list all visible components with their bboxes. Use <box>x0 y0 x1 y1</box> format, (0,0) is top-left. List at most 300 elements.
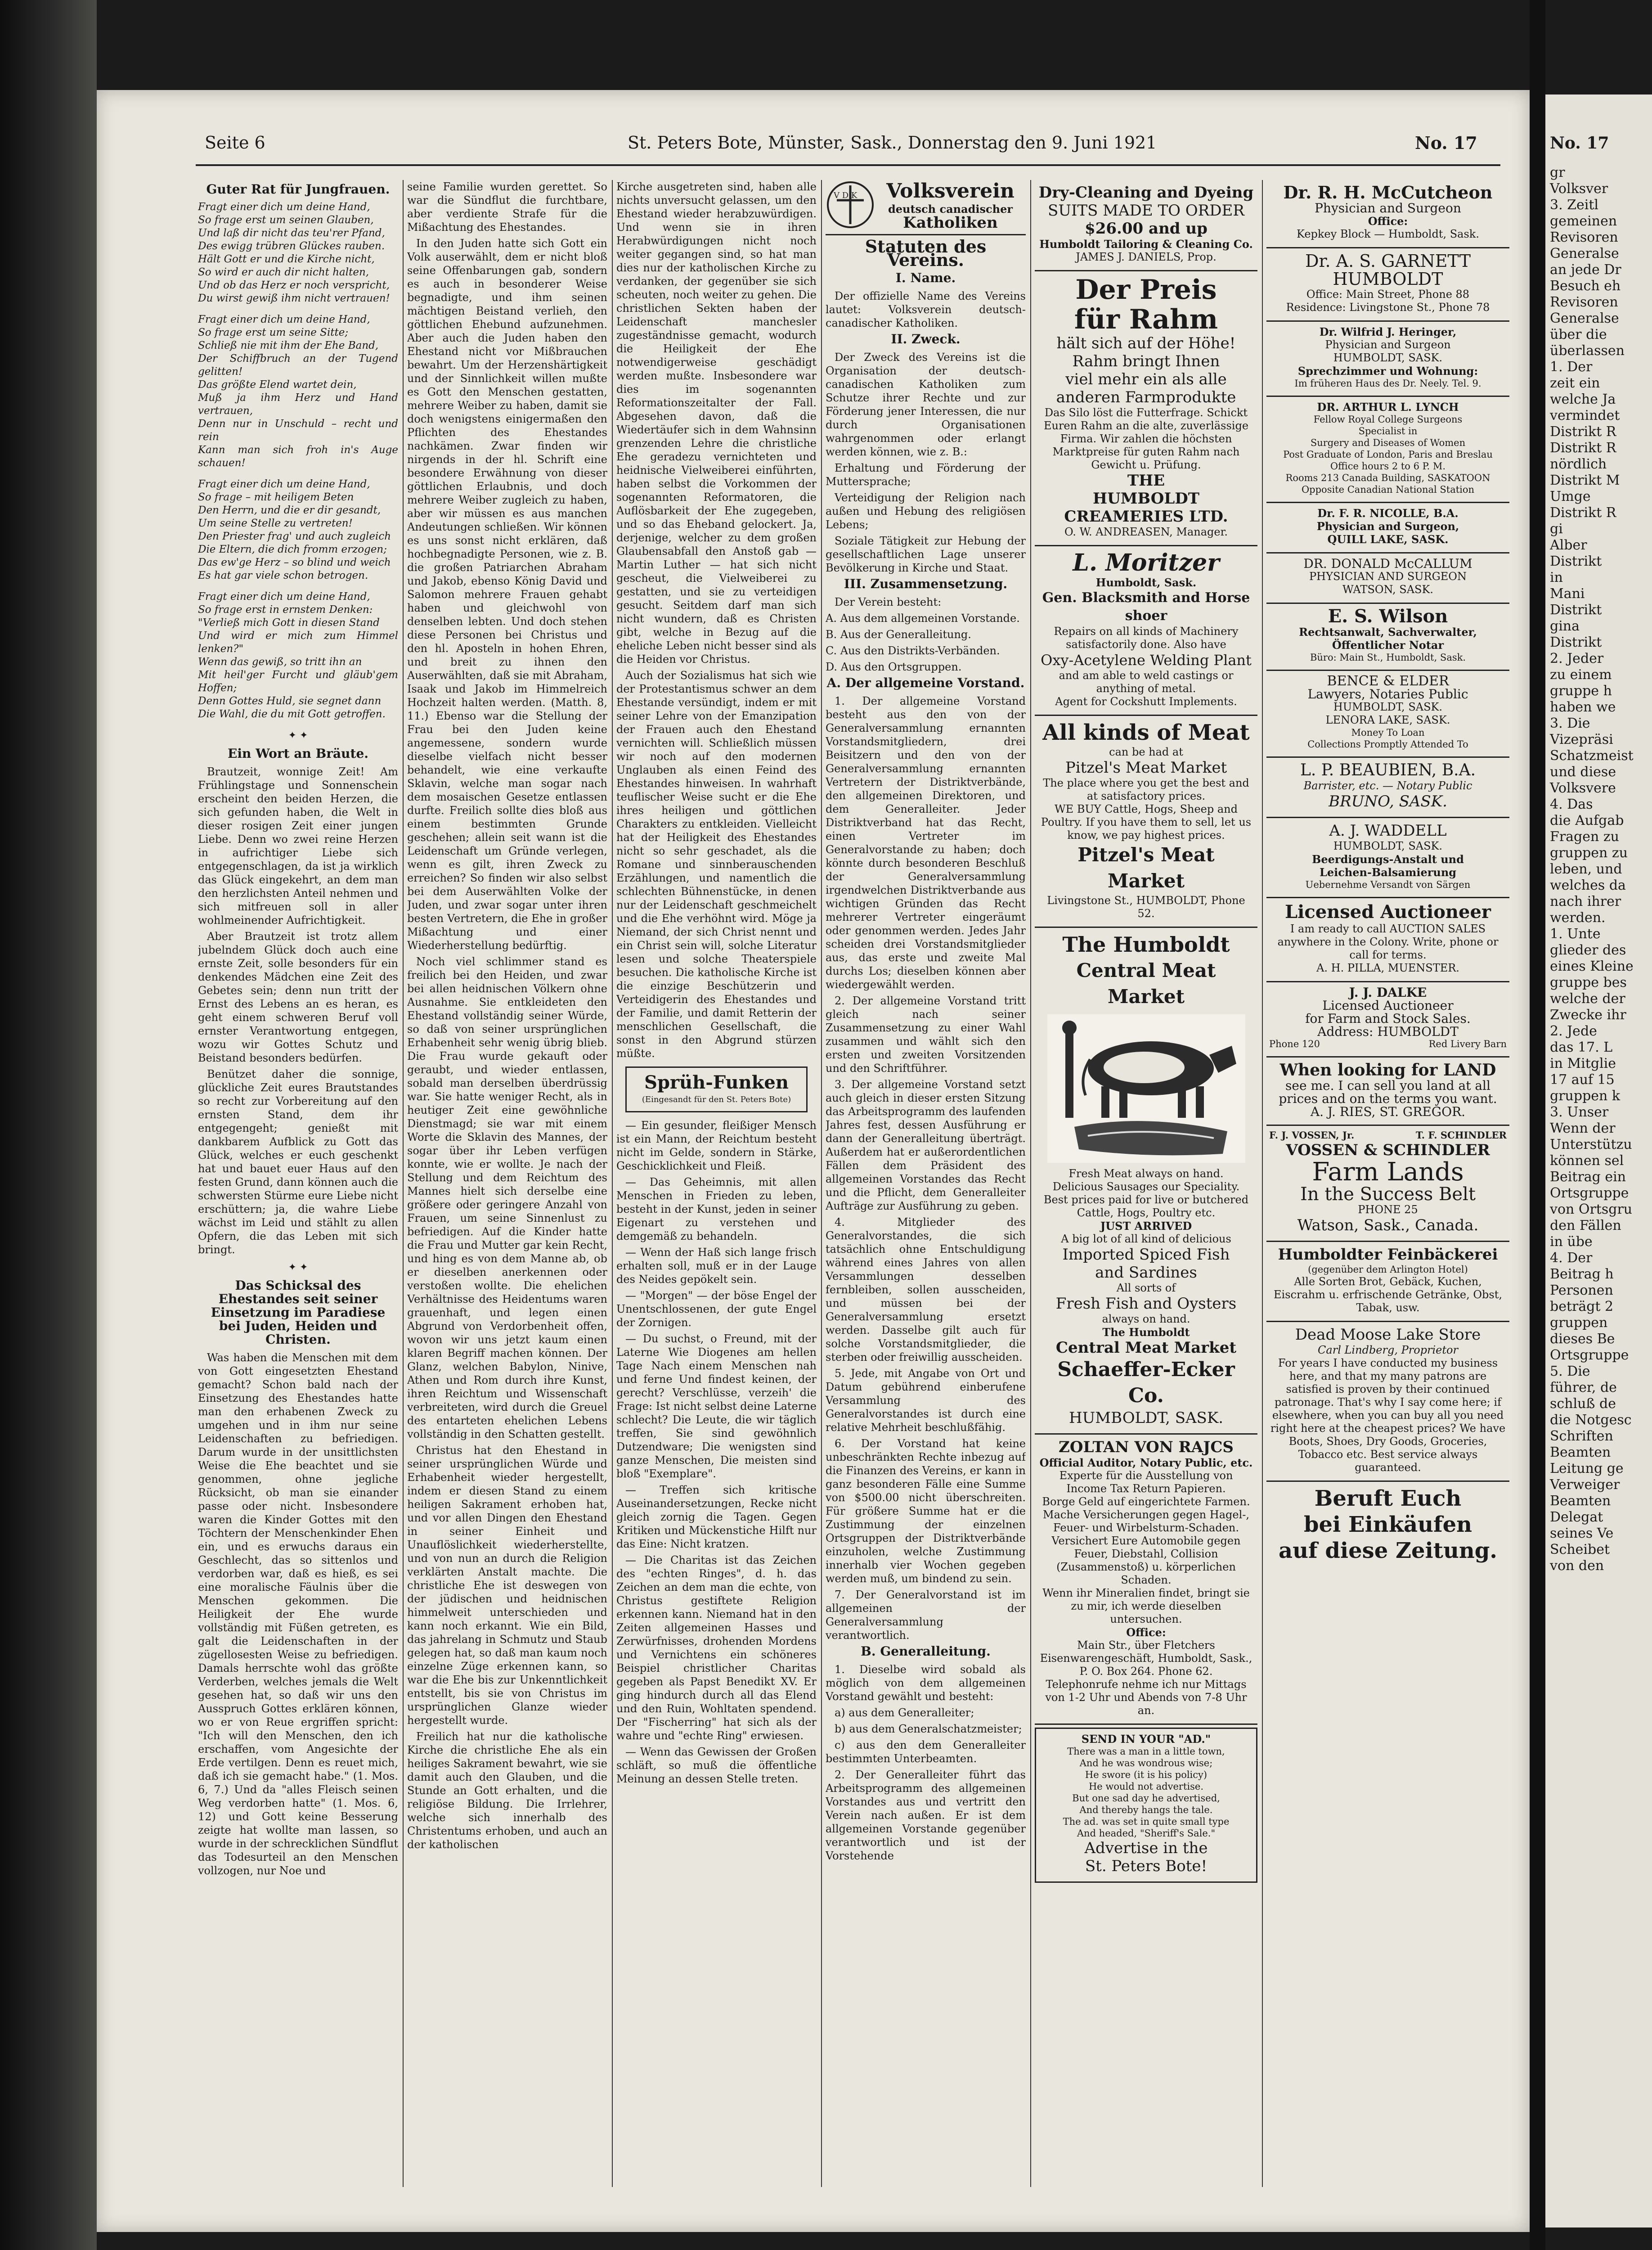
ad-body: I am ready to call AUCTION SALES anywhere in the Colony. Write, phone or call for terms. <box>1277 922 1499 961</box>
ad-headline: The Humboldt <box>1062 932 1230 957</box>
next-page-line: Beitrag ein <box>1550 1169 1626 1185</box>
next-page-line: 17 auf 15 <box>1550 1072 1615 1088</box>
ad-headline: für Rahm <box>1074 304 1218 335</box>
next-page-line: an jede Dr <box>1550 262 1621 278</box>
next-page-line: leben, und <box>1550 861 1622 877</box>
org-title: Volksverein <box>886 180 1015 202</box>
next-page-line: Umge <box>1550 489 1591 504</box>
aphorism: — Wenn das Gewissen der Großen schläft, so muß die öffentliche Meinung an dessen Stelle treten. <box>616 1746 817 1785</box>
ad-waddell <box>1266 818 1509 898</box>
ad-line: Öffentlicher Notar <box>1332 639 1444 652</box>
statute-paragraph: 4. Mitglieder des Generalvorstandes, die sich tatsächlich ohne Entschuldigung während eines Jahres von allen Versammlungen desselben fernbleiben, sollen ausscheiden, und müssen bei der Generalversammlung ersetzt werden. Dasselbe gilt auch für solche Vorstandsmitglieder, die sterben oder freiwillig ausscheiden. <box>826 1216 1026 1364</box>
ad-line: Licensed Auctioneer <box>1322 998 1454 1013</box>
ad-line: anderen Farmprodukte <box>1056 388 1236 406</box>
poem-line: Um seine Stelle zu vertreten! <box>198 518 353 529</box>
ad-line: Opposite Canadian National Station <box>1301 484 1475 495</box>
section-heading: II. Zweck. <box>891 332 961 346</box>
column-4 <box>826 180 1026 2187</box>
next-page-line: zu einem <box>1550 667 1612 683</box>
poem-line: Schließ nie mit ihm der Ehe Band, <box>198 340 379 351</box>
ad-beruft-euch <box>1266 1482 1509 1570</box>
next-page-line: in Mitglie <box>1550 1056 1616 1071</box>
ad-line: Advertise in the <box>1084 1839 1208 1857</box>
poem-line: Du wirst gewiß ihm nicht vertrauen! <box>198 292 390 304</box>
next-page-lines <box>1545 165 1652 1574</box>
ad-pitzel-meat <box>1035 716 1257 928</box>
next-page-line: Distrikt R <box>1550 505 1616 521</box>
next-page-line: Distrikt R <box>1550 440 1616 456</box>
poem-line: So frage erst um seine Sitte; <box>198 327 349 338</box>
ad-body: Agent for Cockshutt Implements. <box>1055 695 1237 708</box>
poem-line: Den Herrn, und die er dir gesandt, <box>198 504 381 516</box>
ad-line: Oxy-Acetylene Welding Plant <box>1041 652 1252 669</box>
newspaper-page <box>97 90 1530 2232</box>
next-page-line: 3. Zeitl <box>1550 197 1599 213</box>
ad-headline: L. P. BEAUBIEN, B.A. <box>1300 761 1476 779</box>
ad-line: PHYSICIAN AND SURGEON <box>1309 570 1467 583</box>
ornament-divider: ✦ ✦ <box>288 730 308 741</box>
poem-line: Denn Gottes Huld, sie segnet dann <box>198 695 382 707</box>
next-page-line: Distrikt R <box>1550 424 1616 440</box>
aphorism: — Du suchst, o Freund, mit der Laterne Wie Diogenes am hellen Tage Nach einem Menschen nah und ferne Und findest keinen, der gerecht? Verschlüsse, verzeih' die Frage: Ist nicht selbst deine Laterne schlecht? Die Leute, die wir täglich treffen, Sie sind gewöhnlich Dutzendware; Die wenigsten sind ganze Menschen, Die meisten sind bloß "Exemplare". <box>616 1332 817 1480</box>
poem-line: Wenn das gewiß, so tritt ihn an <box>198 656 362 668</box>
ad-city: LENORA LAKE, SASK. <box>1325 714 1450 726</box>
ad-body: Wenn ihr Mineralien findet, bringt sie zu mir, ich werde dieselben untersuchen. <box>1042 1587 1250 1625</box>
ad-line: Lawyers, Notaries Public <box>1307 687 1468 702</box>
ad-line: Official Auditor, Notary Public, etc. <box>1039 1456 1253 1469</box>
next-page-line: welche der <box>1550 991 1625 1007</box>
next-page-line: Scheibet <box>1550 1542 1610 1557</box>
ad-headline: When looking for LAND <box>1279 1061 1496 1080</box>
statute-paragraph: 2. Der allgemeine Vorstand tritt gleich nach seiner Zusammensetzung zu einer Wahl zusammen und wählt sich den ersten und zweiten Vorsitzenden und den Schriftführer. <box>826 994 1026 1075</box>
cow-illustration-icon <box>1047 1014 1245 1163</box>
article-paragraph: Aber Brautzeit ist trotz allem jubelndem Glück doch auch eine ernste Zeit, solle besonders für ein denkendes Mädchen eine Zeit des Gebetes sein; denn nun tritt der Ernst des Lebens an es heran, es geht einem schweren Beruf voll ernster Verantwortung entgegen, wozu wir Gottes Schutz und Beistand besonders bedürfen. <box>198 930 398 1064</box>
ad-company: Pitzel's Meat Market <box>1065 759 1227 777</box>
next-page-line: Beamten <box>1550 1444 1611 1460</box>
poem-line: Fragt einer dich um deine Hand, <box>198 201 370 213</box>
next-page-line: 2. Jeder <box>1550 651 1604 666</box>
ad-line: Rahm bringt Ihnen <box>1072 352 1220 370</box>
section-heading: A. Der allgemeine Vorstand. <box>826 675 1025 690</box>
page-number-label: Seite 6 <box>205 133 265 153</box>
ad-office-label: Office: <box>1368 215 1408 228</box>
article-title-brides: Ein Wort an Bräute. <box>227 746 369 761</box>
statute-paragraph: 7. Der Generalvorstand ist im allgemeinen der Generalversammlung verantwortlich. <box>826 1588 1026 1642</box>
ad-address: Office: Main Street, Phone 88 <box>1306 288 1470 301</box>
column-3 <box>616 180 817 2187</box>
next-page-line: Volksvere <box>1550 780 1616 796</box>
article-paragraph: Noch viel schlimmer stand es freilich bei den Heiden, und zwar bei allen heidnischen Völkern ohne Ausnahme. Sie entkleideten den Ehestand vollständig seiner Würde, so daß von seiner ursprünglichen Erhabenheit sehr wenig übrig blieb. Die Frau wurde gekauft oder geraubt, und wieder entlassen, sobald man derselben überdrüssig war. Sie hatte weniger Recht, als in heutiger Zeit eine gewöhnliche Dienstmagd; sie war mit einem Worte die Sklavin des Mannes, der sogar über ihr Leben verfügen konnte, wie er wollte. Je nach der Stellung und dem Reichtum des Mannes hielt sich derselbe eine größere oder geringere Anzahl von Frauen, um seine Sinnenlust zu befriedigen. Auf die Kinder hatte die Frau und Mutter gar kein Recht, und hing es von dem Manne ab, ob er dieselben anerkennen oder verstoßen wollte. Die ehelichen Verhältnisse des Heidentums waren grauenhaft, und legen einen Abgrund von Verdorbenheit offen, wovon wir uns jetzt kaum einen klaren Begriff machen können. Der Glanz, welchen Babylon, Ninive, Athen und Rom durch ihre Kunst, ihren Reichtum und Wissenschaft verbreiteten, wird durch die Greuel des entarteten ehelichen Lebens vollständig in den Schatten gestellt. <box>407 955 607 1440</box>
next-page-line: gruppen k <box>1550 1088 1621 1104</box>
ad-name: A. H. PILLA, MUENSTER. <box>1316 962 1459 974</box>
next-page-line: 3. Unser <box>1550 1104 1609 1120</box>
org-subtitle-2: Katholiken <box>903 214 998 232</box>
ad-headline: Dr. Wilfrid J. Heringer, <box>1319 325 1457 338</box>
ad-mccutcheon <box>1266 180 1509 248</box>
ad-body: For years I have conducted my business here, and that my many patrons are satisfied is proven by their continued patronage. That's why I say come here; if elsewhere, when you can buy all you need right here at the cheapest prices? We have Boots, Shoes, Dry Goods, Groceries, Tobacco etc. Best service always guaranteed. <box>1270 1357 1506 1474</box>
next-page-line: dieses Be <box>1550 1331 1615 1347</box>
ad-city: HUMBOLDT <box>1333 269 1443 289</box>
ad-line: (gegenüber dem Arlington Hotel) <box>1308 1264 1468 1275</box>
ad-line: viel mehr ein als alle <box>1065 370 1227 388</box>
ad-ries-land <box>1266 1058 1509 1126</box>
poem-line: Es hat gar viele schon betrogen. <box>198 570 368 581</box>
ad-headline: A. J. WADDELL <box>1329 822 1447 840</box>
ad-line: Red Livery Barn <box>1428 1039 1507 1049</box>
ad-nicolle <box>1266 503 1509 554</box>
ad-city: HUMBOLDT, SASK. <box>1333 351 1443 364</box>
ad-headline: Dr. R. H. McCutcheon <box>1283 182 1493 202</box>
poem-line: Muß ja ihm Herz und Hand vertrauen, <box>198 392 398 417</box>
aphorism: — Die Charitas ist das Zeichen des "echten Ringes", d. h. das Zeichen an dem man die echte, von Christus gestiftete Religion erkennen kann. Niemand hat in den Zeiten allgemeinen Hasses und Zerwürfnisses, drohenden Mordens und Vernichtens ein schöneres Beispiel christlicher Charitas gegeben als Papst Benedikt XV. Er ging hindurch durch all das Elend und den Ruin, Wohltaten spendend. Der "Fischerring" hat sich als der wahre und "echte Ring" erwiesen. <box>616 1554 817 1742</box>
scan-dark-edge <box>0 0 97 2250</box>
next-page-line: den Fällen <box>1550 1218 1621 1233</box>
ad-poem-line: And headed, "Sheriff's Sale." <box>1077 1828 1216 1839</box>
column-rule <box>1262 180 1263 2187</box>
ad-headline: Humboldter Feinbäckerei <box>1278 1246 1498 1264</box>
statute-paragraph: Der Zweck des Vereins ist die Organisation der deutsch-canadischen Katholiken zum Schutze ihrer Rechte und zur Förderung jener Interessen, die nur durch Organisationen wahrgenommen oder erlangt werden können, wie z. B.: <box>826 351 1026 458</box>
ad-body: Fresh Meat always on hand. <box>1068 1167 1224 1180</box>
next-page-line: Volksver <box>1550 181 1608 197</box>
ad-poem-line: The ad. was set in quite small type <box>1063 1816 1230 1827</box>
poem-line: "Verließ mich Gott in diesen Stand <box>198 617 380 629</box>
ad-headline: Central Meat Market <box>1076 959 1216 1008</box>
next-page-line: beträgt 2 <box>1550 1299 1614 1314</box>
ad-blacksmith <box>1035 546 1257 716</box>
poem-title: Guter Rat für Jungfrauen. <box>206 182 390 197</box>
aphorism: — "Morgen" — der böse Engel der Unentschlossenen, der gute Engel der Zornigen. <box>616 1289 817 1329</box>
column-2 <box>407 180 607 2187</box>
article-paragraph: Christus hat den Ehestand in seiner ursprünglichen Würde und Erhabenheit wieder hergestellt, indem er diesen Stand zu einem heiligen Sakrament erhoben hat, und vor allen Dingen den Ehestand in seiner Einheit und Unauflöslichkeit wiederherstellte, und von nun an durch die Religion verklärten Anstalt machte. Die christliche Ehe ist deswegen von der jüdischen und heidnischen himmelweit unterschieden und kann noch erkannt. Wie ein Bild, das jahrelang in Schmutz und Staub gelegen hat, so daß man kaum noch einzelne Züge erkennen kann, so war die Ehe bis zur Unkenntlichkeit entstellt, bis sie von Christus im ursprünglichen Glanze wieder hergestellt wurde. <box>407 1444 607 1727</box>
ad-pilla-auctioneer <box>1266 898 1509 982</box>
poem-line: So frage – mit heiligem Beten <box>198 491 354 503</box>
ad-headline: BENCE & ELDER <box>1327 673 1449 689</box>
ad-address: Residence: Livingstone St., Phone 78 <box>1286 301 1490 314</box>
ad-headline: Dr. A. S. GARNETT <box>1305 251 1471 271</box>
ad-line: Physician and Surgeon, <box>1316 520 1459 533</box>
article-paragraph: Freilich hat nur die katholische Kirche die christliche Ehe als ein heiliges Sakrament bewahrt, wie sie damit auch den Glauben, und die Stunde an Gott erhalten, und die religiöse Bildung. Die Irrlehrer, welche sich innerhalb des Christentums erhoben, und auch an der katholischen <box>407 1730 607 1851</box>
poem-line: Kann man sich froh in's Auge schauen! <box>198 444 398 469</box>
poem-line: Die Eltern, die dich fromm erzogen; <box>198 544 387 555</box>
ad-dalke-auctioneer <box>1266 982 1509 1058</box>
poem-stanza-3 <box>198 478 398 582</box>
column-rule <box>1030 180 1031 2187</box>
ad-headline: Farm Lands <box>1312 1157 1464 1187</box>
ad-headline: L. Moritzer <box>1073 549 1220 576</box>
ad-company: The Humboldt <box>1102 1326 1190 1339</box>
next-page-line: gemeinen <box>1550 213 1617 229</box>
ad-body: always on hand. <box>1102 1313 1190 1325</box>
ad-line: Rechtsanwalt, Sachverwalter, <box>1299 626 1477 639</box>
ad-line: Money To Loan <box>1351 727 1425 738</box>
next-page-line: Vizepräsi <box>1550 732 1613 747</box>
ad-line: Beerdigungs-Anstalt und <box>1312 853 1464 866</box>
statute-paragraph: 3. Der allgemeine Vorstand setzt auch gleich in dieser ersten Sitzung das Arbeitsprogramm des laufenden Jahres fest, dessen Ausführung er dann der Generalleitung überträgt. Außerdem hat er außerordentlichen Fällen dem Präsident des allgemeinen Vorstandes das Recht und die Pflicht, dem Generalleiter Aufträge zur Ausführung zu geben. <box>826 1078 1026 1212</box>
ad-headline: DR. ARTHUR L. LYNCH <box>1317 400 1459 414</box>
ad-address: Kepkey Block — Humboldt, Sask. <box>1297 228 1479 240</box>
next-page-line: eines Kleine <box>1550 958 1634 974</box>
article-paragraph: Benützet daher die sonnige, glückliche Zeit eures Brautstandes so recht zur Vorbereitung auf den ernsten Stand, dem ihr entgegengeht; genießt mit dankbarem Aufblick zu Gott das Glück, welches er euch geschenkt hat und bauet euer Haus auf den festen Grund, dann können auch die schwersten Stürme eure Liebe nicht erschüttern; ja, die wahre Liebe wächst im Leid und stählt zu allen Opfern, die das Leben mit sich bringt. <box>198 1068 398 1256</box>
next-page-line: 2. Jede <box>1550 1023 1597 1039</box>
ad-body: Telephonrufe nehme ich nur Mittags von 1-2 Uhr und Abends von 7-8 Uhr an. <box>1045 1678 1247 1717</box>
ad-phone: PHONE 25 <box>1358 1203 1418 1216</box>
ad-vossen-schindler <box>1266 1126 1509 1242</box>
next-page-line: gruppe bes <box>1550 975 1627 990</box>
next-page-line: haben we <box>1550 699 1616 715</box>
ad-body: Das Silo löst die Futterfrage. Schickt Euren Rahm an die alte, zuverlässige Firma. Wir zahlen die höchsten Marktpreise für guten Rahm nach Gewicht u. Prüfung. <box>1043 406 1249 471</box>
next-page-line: nördlich <box>1550 456 1607 472</box>
ad-mccallum <box>1266 554 1509 604</box>
poem-line: Mit heil'ger Furcht und gläub'gem Hoffen; <box>198 669 398 694</box>
ad-line: Sprechzimmer und Wohnung: <box>1297 364 1478 378</box>
ad-line: Carl Lindberg, Proprietor <box>1318 1344 1458 1356</box>
ad-line: Surgery and Diseases of Women <box>1310 437 1466 448</box>
issue-number: No. 17 <box>1415 133 1477 153</box>
next-page-line: Schatzmeist <box>1550 748 1634 764</box>
ad-body: A big lot of all kind of delicious <box>1061 1233 1231 1245</box>
poem-stanza-1 <box>198 201 398 305</box>
page-gutter <box>1530 0 1545 2250</box>
ad-line: Collections Promptly Attended To <box>1307 739 1468 750</box>
ad-line: Physician and Surgeon <box>1315 201 1461 216</box>
ad-name: F. J. VOSSEN, Jr. <box>1269 1130 1355 1141</box>
ad-column-1 <box>1035 180 1257 2187</box>
ad-city: WATSON, SASK. <box>1342 583 1434 596</box>
next-page-line: 1. Der <box>1550 359 1593 375</box>
next-page-line: Wenn der <box>1550 1120 1616 1136</box>
list-item: a) aus dem Generalleiter; <box>835 1706 974 1719</box>
ad-beaubien <box>1266 758 1509 818</box>
next-page-line: welche Ja <box>1550 392 1616 407</box>
poem-stanza-4 <box>198 590 398 721</box>
next-page-line: 4. Das <box>1550 796 1593 812</box>
poem-line: Der Schiffbruch an der Tugend gelitten! <box>198 353 398 378</box>
next-page-line: Fragen zu <box>1550 829 1619 845</box>
next-page-line: Alber <box>1550 537 1587 553</box>
poem-line: So frage erst um seinen Glauben, <box>198 214 374 226</box>
column-1 <box>198 180 398 2187</box>
ad-headline: DR. DONALD McCALLUM <box>1303 556 1472 571</box>
next-page-line: führer, de <box>1550 1380 1617 1395</box>
next-page-line: glieder des <box>1550 942 1626 958</box>
aphorism: — Wenn der Haß sich lange frisch erhalten soll, muß er in der Lauge des Neides gepökelt sein. <box>616 1246 817 1286</box>
ad-company: Humboldt Tailoring & Cleaning Co. <box>1039 238 1253 251</box>
org-subtitle-1: deutsch canadischer <box>888 202 1013 216</box>
next-page-fragment <box>1545 94 1652 2228</box>
next-page-line: gruppen zu <box>1550 845 1628 861</box>
article-paragraph: Was haben die Menschen mit dem von Gott eingesetzten Ehestand gemacht? Schon bald nach der Einsetzung des Ehestandes hatte man den erhabenen Zweck zu umgehen und in ihm nur seine Leidenschaften zu befriedigen. Darum wurde in der unsittlichsten Weise die Ehe beachtet und sie genommen, ohne jegliche Rücksicht, ob man sie einander passe oder nicht. Insbesondere waren die Kinder Gottes mit den Töchtern der Menschenkinder Ehen ein, und es erwuchs daraus ein Geschlecht, das so sittenlos und verdorben war, daß es hieß, es sei eine moralische Fäulnis über die Menschen gekommen. Die Heiligkeit der Ehe wurde vollständig mit Füßen getreten, es galt die Leidenschaften in der zügellosesten Weise zu befriedigen. Damals herrschte wohl das größte Verderben, welches jemals die Welt gesehen hat, so daß wir uns den Ausspruch Gottes erklären können, wo er von Reue ergriffen spricht: "Ich will den Menschen, den ich erschaffen, vom Angesichte der Erde vertilgen. Denn es reuet mich, daß ich sie gemacht habe." (1. Mos. 6, 7.) Und da "alles Fleisch seinen Weg verdorben hatte" (1. Mos. 6, 12) und Gott keine Besserung zeigte hat wollte man lassen, so wurde in der schrecklichen Sündflut das Todesurteil an den Menschen vollzogen, nur Noe und <box>198 1351 398 1877</box>
ad-heringer <box>1266 322 1509 397</box>
ad-body: Best prices paid for live or butchered Cattle, Hogs, Poultry etc. <box>1043 1193 1249 1219</box>
ad-dead-moose-lake-store <box>1266 1322 1509 1482</box>
poem-line: Des ewigg trübren Glückes rauben. <box>198 240 385 252</box>
next-page-line: Ortsgruppe <box>1550 1185 1629 1201</box>
ad-headline: Dry-Cleaning and Dyeing <box>1038 184 1254 202</box>
ad-line: Rooms 213 Canada Building, SASKATOON <box>1285 472 1490 483</box>
next-page-line: gi <box>1550 521 1563 537</box>
ad-company: Schaeffer-Ecker Co. <box>1057 1358 1235 1407</box>
ad-column-2 <box>1266 180 1509 2187</box>
poem-line: Fragt einer dich um deine Hand, <box>198 314 370 325</box>
ad-zoltan-von-rajcs <box>1035 1435 1257 1725</box>
ad-send-in-your-ad <box>1035 1728 1257 1883</box>
volksverein-heading <box>826 180 1026 235</box>
ad-company: Pitzel's Meat Market <box>1077 844 1215 892</box>
poem-line: Und wird er mich zum Himmel lenken?" <box>198 630 398 655</box>
next-page-line: Distrikt <box>1550 602 1602 618</box>
statute-paragraph: Der Verein besteht: <box>835 596 942 608</box>
next-page-line: in übe <box>1550 1234 1593 1250</box>
ad-body: Alle Sorten Brot, Gebäck, Kuchen, Eiscrahm u. erfrischende Getränke, Obst, Tabak, usw. <box>1274 1275 1502 1314</box>
ad-address: Main Str., über Fletchers Eisenwarengeschäft, Humboldt, Sask., P. O. Box 264. Phone 62. <box>1040 1639 1252 1678</box>
ad-poem-line: But one sad day he advertised, <box>1072 1793 1220 1804</box>
aphorism: — Ein gesunder, fleißiger Mensch ist ein Mann, der Reichtum besteht nicht im Gelde, sondern in Stärke, Geschicklichkeit und Fleiß. <box>616 1119 817 1172</box>
ad-headline: VOSSEN & SCHINDLER <box>1286 1141 1490 1159</box>
next-page-line: das 17. L <box>1550 1040 1613 1055</box>
ad-headline: Licensed Auctioneer <box>1285 901 1491 922</box>
ad-poem-line: He swore (it is his policy) <box>1085 1769 1208 1780</box>
ad-wilson <box>1266 604 1509 671</box>
list-item: Soziale Tätigkeit zur Hebung der gesellschaftlichen Lage unserer Bevölkerung in Kirche und Staat. <box>826 535 1026 574</box>
poem-line: Fragt einer dich um deine Hand, <box>198 591 370 603</box>
next-page-line: die Aufgab <box>1550 813 1624 828</box>
next-page-line: 1. Unte <box>1550 926 1601 942</box>
ad-address: Address: HUMBOLDT <box>1317 1024 1459 1039</box>
ad-headline: auf diese Zeitung. <box>1278 1538 1498 1563</box>
next-page-line: Personen <box>1550 1282 1613 1298</box>
next-page-line: zeit ein <box>1550 375 1600 391</box>
ad-phone: Phone 120 <box>1269 1039 1320 1049</box>
poem-line: Denn nur in Unschuld – recht und rein <box>198 418 398 443</box>
poem-line: So wird er auch dir nicht halten, <box>198 266 369 278</box>
ad-company: HUMBOLDT CREAMERIES LTD. <box>1064 490 1228 526</box>
next-page-line: von den <box>1550 1558 1604 1574</box>
ad-line: In the Success Belt <box>1300 1184 1476 1205</box>
next-page-line: Schriften <box>1550 1428 1613 1444</box>
list-item: b) aus dem Generalschatzmeister; <box>835 1723 1022 1735</box>
next-page-line: und diese <box>1550 764 1616 780</box>
ad-company: Central Meat Market <box>1055 1339 1237 1357</box>
ad-body: see me. I can sell you land at all prices and on the terms you want. <box>1279 1078 1497 1106</box>
list-item: Erhaltung und Förderung der Muttersprache; <box>826 462 1026 488</box>
article-paragraph: Brautzeit, wonnige Zeit! Am Frühlingstage und Sonnenschein erscheint den beiden Herzen, die sich gefunden haben, die Welt in dieser rosigen Zeit einer jungen Liebe. Denn wo zwei reine Herzen in aufrichtiger Liebe sich entgegenschlagen, da ist ja wirklich das Glück eingekehrt, an dem man den herzlichsten Anteil nehmen und sich mitfreuen soll in aller wohlmeinender Aufrichtigkeit. <box>198 765 398 927</box>
column-rule <box>821 180 822 2187</box>
next-page-line: vermindet <box>1550 408 1620 423</box>
ad-city: HUMBOLDT, SASK. <box>1333 701 1443 713</box>
ad-line: Office hours 2 to 6 P. M. <box>1330 461 1446 472</box>
ad-name: T. F. SCHINDLER <box>1415 1130 1507 1141</box>
statute-paragraph: 5. Jede, mit Angabe von Ort und Datum gebührend einberufene Versammlung des Generalvorstandes ist durch eine relative Mehrheit beschlußfähig. <box>826 1367 1026 1434</box>
column-rule <box>612 180 613 2187</box>
ad-garnett <box>1266 248 1509 322</box>
ad-line: Fresh Fish and Oysters <box>1055 1295 1237 1313</box>
ad-body: WE BUY Cattle, Hogs, Sheep and Poultry. If you have them to sell, let us know, we pay highest prices. <box>1041 803 1252 842</box>
poem-line: Hält Gott er und die Kirche nicht, <box>198 253 375 265</box>
ad-body: and am able to weld castings or anything of metal. <box>1059 669 1234 695</box>
next-page-line: Verweiger <box>1550 1477 1620 1493</box>
next-page-line: können sel <box>1550 1153 1624 1169</box>
ad-headline: Dead Moose Lake Store <box>1295 1326 1481 1344</box>
ad-address: Livingstone St., HUMBOLDT, Phone 52. <box>1047 894 1245 920</box>
statute-paragraph: 6. Der Vorstand hat keine unbeschränkten Rechte inbezug auf die Finanzen des Vereins, er kann in ganz besonderen Fälle eine Summe von $500.00 nicht überschreiten. Für größere Summe hat er die Zustimmung der einzelnen Ortsgruppen der Distriktverbände einzuholen, welche Zustimmung innerhalb vier Wochen gegeben werden muß, um bindend zu sein. <box>826 1437 1026 1585</box>
ad-line: Fellow Royal College Surgeons <box>1313 414 1463 425</box>
next-page-line: nach ihrer <box>1550 894 1621 909</box>
list-item: Verteidigung der Religion nach außen und Hebung des religiösen Lebens; <box>826 491 1026 531</box>
list-item: C. Aus den Distrikts-Verbänden. <box>826 644 1000 657</box>
list-item: A. Aus dem allgemeinen Vorstande. <box>826 612 1020 625</box>
next-page-line: Leitung ge <box>1550 1461 1624 1476</box>
section-heading: B. Generalleitung. <box>861 1644 991 1659</box>
next-page-line: Revisoren <box>1550 230 1618 245</box>
next-page-line: seines Ve <box>1550 1526 1614 1541</box>
next-page-line: gina <box>1550 618 1580 634</box>
ad-body: Borge Geld auf eingerichtete Farmen. Mache Versicherungen gegen Hagel-, Feuer- und Wirbelsturm-Schaden. Versichert Eure Automobile gegen Feuer, Diebstahl, Collision (Zusammenstoß) u. körperlichen Schaden. <box>1042 1495 1250 1586</box>
poem-line: Und ob das Herz er noch verspricht, <box>198 279 390 291</box>
ad-headline: Beruft Euch <box>1314 1486 1462 1511</box>
poem-line: Das ew'ge Herz – so blind und weich <box>198 557 391 568</box>
ad-manager: O. W. ANDREASEN, Manager. <box>1064 526 1228 538</box>
next-page-line: in <box>1550 570 1563 585</box>
ad-headline: Der Preis <box>1075 274 1217 306</box>
ad-poem-line: And thereby hangs the tale. <box>1079 1804 1213 1815</box>
aphorism: — Treffen sich kritische Auseinandersetzungen, Recke nicht gleich zornig die Tagen. Gegen Kritiken und Mückenstiche Hilft nur das Eine: Nicht kratzen. <box>616 1484 817 1550</box>
next-page-line: Beitrag h <box>1550 1266 1614 1282</box>
ad-line: Specialist in <box>1358 426 1418 436</box>
ad-headline: E. S. Wilson <box>1328 606 1448 627</box>
ad-city: QUILL LAKE, SASK. <box>1327 533 1449 546</box>
statutes-title: Statuten des Vereins. <box>865 236 987 270</box>
next-page-line: Mani <box>1550 586 1585 602</box>
next-page-line: Zwecke ihr <box>1550 1007 1626 1023</box>
aphorism: — Das Geheimnis, mit allen Menschen in Frieden zu leben, besteht in der Kunst, jeden in seiner Eigenart zu verstehen und demgemäß zu behandeln. <box>616 1176 817 1242</box>
next-page-line: Revisoren <box>1550 294 1618 310</box>
section-heading: I. Name. <box>895 270 956 285</box>
masthead-dateline: St. Peters Bote, Münster, Sask., Donnerstag den 9. Juni 1921 <box>628 133 1157 153</box>
ad-body: The place where you get the best and at satisfactory prices. <box>1043 777 1249 802</box>
header-rule <box>196 164 1500 166</box>
ad-office-label: Office: <box>1126 1626 1166 1639</box>
ornament-divider: ✦ ✦ <box>288 1262 308 1273</box>
ad-trade: Gen. Blacksmith and Horse shoer <box>1042 590 1250 624</box>
next-page-line: 5. Die <box>1550 1364 1590 1379</box>
statute-paragraph: 2. Der Generalleiter führt das Arbeitsprogramm des allgemeinen Vorstandes aus und vertritt den Verein nach außen. Er ist dem allgemeinen Vorstande gegenüber verantwortlich und ist der Vorstehende <box>826 1768 1026 1862</box>
ad-line: JUST ARRIVED <box>1100 1220 1192 1233</box>
next-page-line: gr <box>1550 165 1565 180</box>
ad-line: Barrister, etc. — Notary Public <box>1303 779 1472 792</box>
ad-city: BRUNO, SASK. <box>1329 792 1447 810</box>
ad-line: Physician and Surgeon <box>1325 338 1451 351</box>
page-header <box>97 133 1530 160</box>
ad-line: SUITS MADE TO ORDER <box>1048 202 1244 220</box>
next-page-line: welches da <box>1550 878 1626 893</box>
ad-price: $26.00 and up <box>1085 220 1208 238</box>
ad-headline: ZOLTAN VON RAJCS <box>1059 1438 1234 1456</box>
ad-name: A. J. RIES, ST. GREGOR. <box>1310 1104 1466 1119</box>
next-page-line: gruppe h <box>1550 683 1612 699</box>
ad-body: Repairs on all kinds of Machinery satisfactorily done. Also have <box>1054 625 1239 651</box>
next-page-line: Ortsgruppe <box>1550 1347 1629 1363</box>
ad-line: St. Peters Bote! <box>1085 1857 1208 1875</box>
ad-body: All sorts of <box>1116 1282 1176 1294</box>
next-page-line: überlassen <box>1550 343 1625 359</box>
poem-line: Den Priester frag' und auch zugleich <box>198 531 391 542</box>
next-page-line: von Ortsgru <box>1550 1202 1633 1217</box>
poem-line: So frage erst in ernstem Denken: <box>198 604 373 616</box>
logo-letters: V D K <box>834 191 857 200</box>
ad-line: for Farm and Stock Sales. <box>1305 1011 1471 1026</box>
ad-proprietor: JAMES J. DANIELS, Prop. <box>1076 251 1217 263</box>
spruch-funken-box <box>625 1066 808 1112</box>
